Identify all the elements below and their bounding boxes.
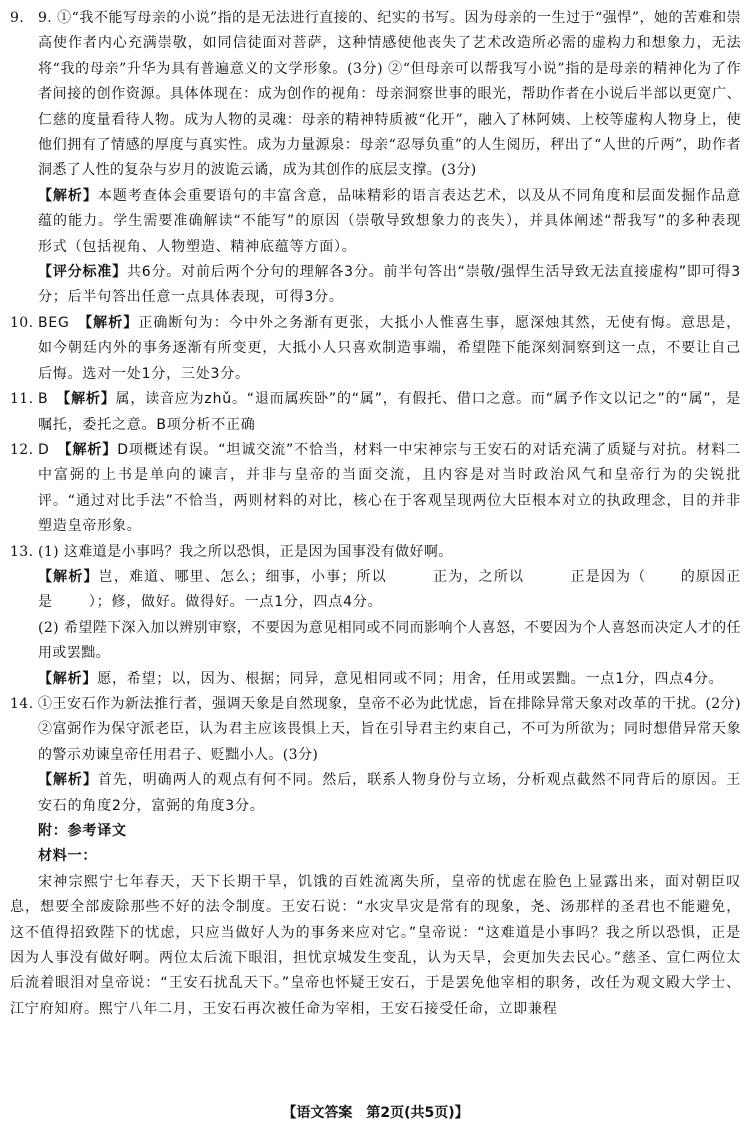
analysis-text: 属，读音应为zhǔ。“退而属疾卧”的“属”，有假托、借口之意。而“属予作文以记之”的“属”，是嘱托，委托之意。B项分析不正确	[38, 391, 742, 433]
answer-choice: D	[38, 441, 50, 458]
question-number: 14.	[10, 695, 34, 712]
analysis-label: 【解析】	[38, 772, 98, 789]
question-number: 10.	[10, 314, 34, 331]
answer-text: ①王安石作为新法推行者，强调天象是自然现象，皇帝不必为此忧虑，旨在排除异常天象对改革的干扰。(2分) ②富弼作为保守派老臣，认为君主应该畏惧上天，旨在引导君主约束自己，不可为所欲为；同时想借异常天象的警示劝谏皇帝任用君子、贬黜小人。(3分)	[38, 695, 741, 763]
question-11	[10, 387, 741, 438]
question-number: 9.	[10, 10, 25, 26]
analysis-text: D项概述有误。“坦诚交流”不恰当，材料一中宋神宗与王安石的对话充满了质疑与对抗。材料二中富弼的上书是单向的谏言，并非与皇帝的当面交流，且内容是对当时政治风气和皇帝行为的尖锐批评。“通过对比手法”不恰当，两则材料的对比，核心在于客观呈现两位大臣根本对立的执政理念，目的并非塑造皇帝形象。	[38, 441, 741, 535]
question-number: 12.	[10, 441, 34, 458]
analysis-label: 【解析】	[38, 670, 98, 687]
analysis-paragraph	[10, 667, 741, 692]
appendix	[10, 819, 741, 1022]
question-12	[10, 438, 741, 540]
analysis-text: 愿，希望；以，因为、根据；同异，意见相同或不同；用舍，任用或罢黜。一点1分，四点4分。	[97, 670, 724, 687]
translation-1: (1) 这难道是小事吗？我之所以恐惧，正是因为国事没有做好啊。	[38, 543, 453, 560]
analysis-paragraph	[10, 184, 741, 260]
analysis-part: 岂，难道、哪里、怎么；细事，小事；所以	[98, 568, 387, 585]
analysis-label: 【解析】	[63, 391, 116, 408]
analysis-label: 【解析】	[38, 187, 98, 204]
question-number: 13.	[10, 543, 34, 560]
analysis-part: 正为，之所以	[432, 568, 525, 585]
scoring-paragraph	[10, 260, 741, 311]
question-10	[10, 311, 741, 387]
analysis-text: 首先，明确两人的观点有何不同。然后，联系人物身份与立场，分析观点截然不同背后的原因。王安石的角度2分，富弼的角度3分。	[38, 772, 741, 814]
analysis-part: ）；修，做好。做得好。一点1分，四点4分。	[88, 594, 383, 611]
analysis-label: 【解析】	[85, 314, 139, 331]
analysis-paragraph	[10, 565, 741, 616]
answer-text: 9. ①“我不能写母亲的小说”指的是无法进行直接的、纪实的书写。因为母亲的一生过于“强悍”，她的苦难和崇高使作者内心充满崇敬，如同信徒面对菩萨，这种情感使他丧失了艺术改造所必需的虚构力和想象力，无法将“我的母亲”升华为具有普遍意义的文学形象。(3分) ②“但母亲可以帮我写小说”指的是母亲的精神化为了作者间接的创作资源。具体体现在：成为创作的视角：母亲洞察世事的眼光，帮助作者在小说后半部以更宽广、仁慈的度量看待人物。成为人物的灵魂：母亲的精神特质被“化开”，融入了林阿姨、上校等虚构人物身上，使他们拥有了情感的厚度与真实性。成为力量源泉：母亲“忍辱负重”的人生阅历，秤出了“人世的斤两”，助作者洞悉了人性的复杂与岁月的波诡云谲，成为其创作的底层支撑。(3分)	[38, 10, 741, 179]
scoring-text: 共6分。对前后两个分句的理解各3分。前半句答出“崇敬/强悍生活导致无法直接虚构”即可得3分；后半句答出任意一点具体表现，可得3分。	[38, 264, 741, 306]
answer-choice: BEG	[38, 314, 70, 331]
question-9	[10, 6, 741, 311]
translation-paragraph: 宋神宗熙宁七年春天，天下长期干旱，饥饿的百姓流离失所，皇帝的忧虑在脸色上显露出来，面对朝臣叹息，想要全部废除那些不好的法令制度。王安石说：“水灾旱灾是常有的现象，尧、汤那样的圣君也不能避免，这不值得招致陛下的忧虑，只应当做好人为的事务来应对它。”皇帝说：“这难道是小事吗？我之所以恐惧，正是因为人事没有做好啊。两位太后流下眼泪，担忧京城发生变乱，认为天旱，会更加失去民心。”慈圣、宣仁两位太后流着眼泪对皇帝说：“王安石扰乱天下。”皇帝也怀疑王安石，于是罢免他宰相的职务，改任为观文殿大学士、江宁府知府。熙宁八年二月，王安石再次被任命为宰相，王安石接受任命，立即兼程	[10, 873, 741, 1017]
answer-choice: B	[38, 391, 49, 408]
analysis-label: 【解析】	[38, 568, 99, 585]
scoring-label: 【评分标准】	[38, 264, 127, 281]
analysis-label: 【解析】	[64, 441, 118, 458]
appendix-title: 附：参考译文	[38, 823, 127, 839]
analysis-text: 本题考查体会重要语句的丰富含意，品味精彩的语言表达艺术，以及从不同角度和层面发掘作品意蕴的能力。学生需要准确解读“不能写”的原因（崇敬导致想象力的丧失），并具体阐述“帮我写”的多种表现形式（包括视角、人物塑造、精神底蕴等方面）。	[38, 187, 741, 255]
question-13	[10, 540, 741, 692]
analysis-part: 的原因正是	[38, 568, 742, 611]
material-heading: 材料一：	[38, 848, 98, 865]
question-14	[10, 692, 741, 819]
page-footer: 【语文答案 第2页(共5页)】	[282, 1105, 469, 1121]
analysis-paragraph	[10, 768, 741, 819]
translation-2: (2) 希望陛下深入加以辨别审察，不要因为意见相同或不同而影响个人喜怒，不要因为个人喜怒而决定人才的任用或罢黜。	[38, 619, 741, 662]
analysis-part: 正是因为（	[570, 568, 647, 585]
question-number: 11.	[10, 391, 34, 408]
analysis-text: 正确断句为：今中外之务渐有更张，大抵小人惟喜生事，愿深烛其然，无使有悔。意思是，如今朝廷内外的事务逐渐有所变更，大抵小人只喜欢制造事端，希望陛下能深刻洞察到这一点，不要让自己后悔。选对一处1分，三处3分。	[38, 314, 742, 382]
